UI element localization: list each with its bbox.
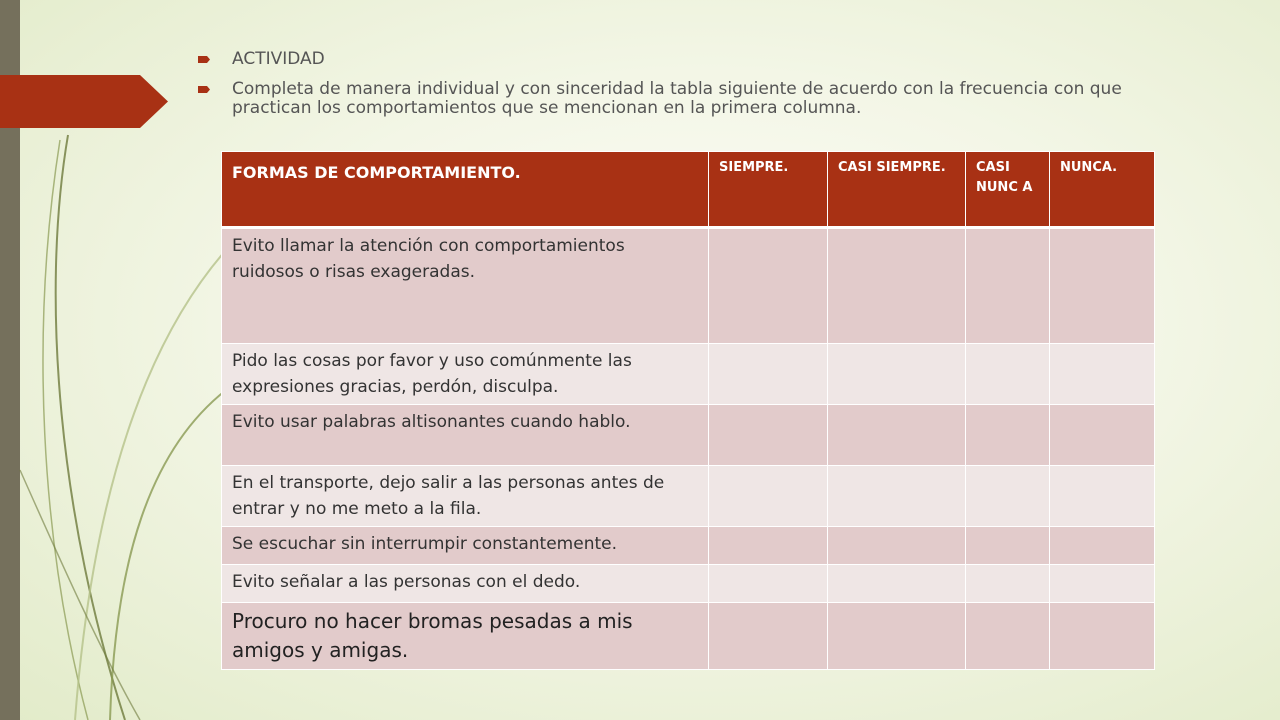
answer-cell-always[interactable] [709,565,828,603]
table-row [222,344,1155,405]
answer-cell-never[interactable] [1050,344,1155,405]
table-row [222,603,1155,670]
header-never: NUNCA. [1050,152,1155,228]
table-row [222,565,1155,603]
bullet-instructions [198,80,1198,118]
answer-cell-almost-always[interactable] [828,344,966,405]
answer-cell-almost-never[interactable] [966,527,1050,565]
answer-cell-almost-always[interactable] [828,228,966,344]
answer-cell-never[interactable] [1050,527,1155,565]
instructions-list [198,50,1198,129]
behavior-cell: Evito señalar a las personas con el dedo. [222,565,709,603]
behavior-cell: Evito usar palabras altisonantes cuando hablo. [222,405,709,466]
answer-cell-almost-always[interactable] [828,405,966,466]
answer-cell-always[interactable] [709,603,828,670]
answer-cell-almost-never[interactable] [966,344,1050,405]
arrow-bullet-icon [198,56,210,63]
answer-cell-always[interactable] [709,466,828,527]
table-row [222,466,1155,527]
table-row [222,527,1155,565]
header-always: SIEMPRE. [709,152,828,228]
behavior-cell: Procuro no hacer bromas pesadas a mis amigos y amigas. [222,603,709,670]
table-header-row [222,152,1155,228]
behavior-cell: Pido las cosas por favor y uso comúnmente las expresiones gracias, perdón, disculpa. [222,344,709,405]
answer-cell-never[interactable] [1050,603,1155,670]
activity-heading: ACTIVIDAD [232,49,325,69]
answer-cell-almost-always[interactable] [828,527,966,565]
table-row [222,405,1155,466]
answer-cell-almost-never[interactable] [966,228,1050,344]
answer-cell-almost-never[interactable] [966,603,1050,670]
table-row [222,228,1155,344]
answer-cell-always[interactable] [709,527,828,565]
header-almost-never: CASI NUNC A [966,152,1050,228]
behavior-cell: Se escuchar sin interrumpir constantemente. [222,527,709,565]
answer-cell-never[interactable] [1050,565,1155,603]
behavior-frequency-table [221,151,1155,670]
header-behaviors: FORMAS DE COMPORTAMIENTO. [222,152,709,228]
answer-cell-almost-never[interactable] [966,405,1050,466]
answer-cell-almost-always[interactable] [828,603,966,670]
arrow-bullet-icon [198,86,210,93]
behavior-cell: En el transporte, dejo salir a las personas antes de entrar y no me meto a la fila. [222,466,709,527]
bullet-activity [198,50,1198,69]
answer-cell-always[interactable] [709,405,828,466]
answer-cell-almost-never[interactable] [966,466,1050,527]
answer-cell-never[interactable] [1050,466,1155,527]
answer-cell-always[interactable] [709,228,828,344]
instructions-text: Completa de manera individual y con sinceridad la tabla siguiente de acuerdo con la frecuencia con que practican los comportamientos que se mencionan en la primera columna. [232,79,1122,118]
answer-cell-never[interactable] [1050,405,1155,466]
answer-cell-never[interactable] [1050,228,1155,344]
answer-cell-almost-never[interactable] [966,565,1050,603]
header-almost-always: CASI SIEMPRE. [828,152,966,228]
answer-cell-almost-always[interactable] [828,565,966,603]
answer-cell-almost-always[interactable] [828,466,966,527]
behavior-cell: Evito llamar la atención con comportamientos ruidosos o risas exageradas. [222,228,709,344]
answer-cell-always[interactable] [709,344,828,405]
